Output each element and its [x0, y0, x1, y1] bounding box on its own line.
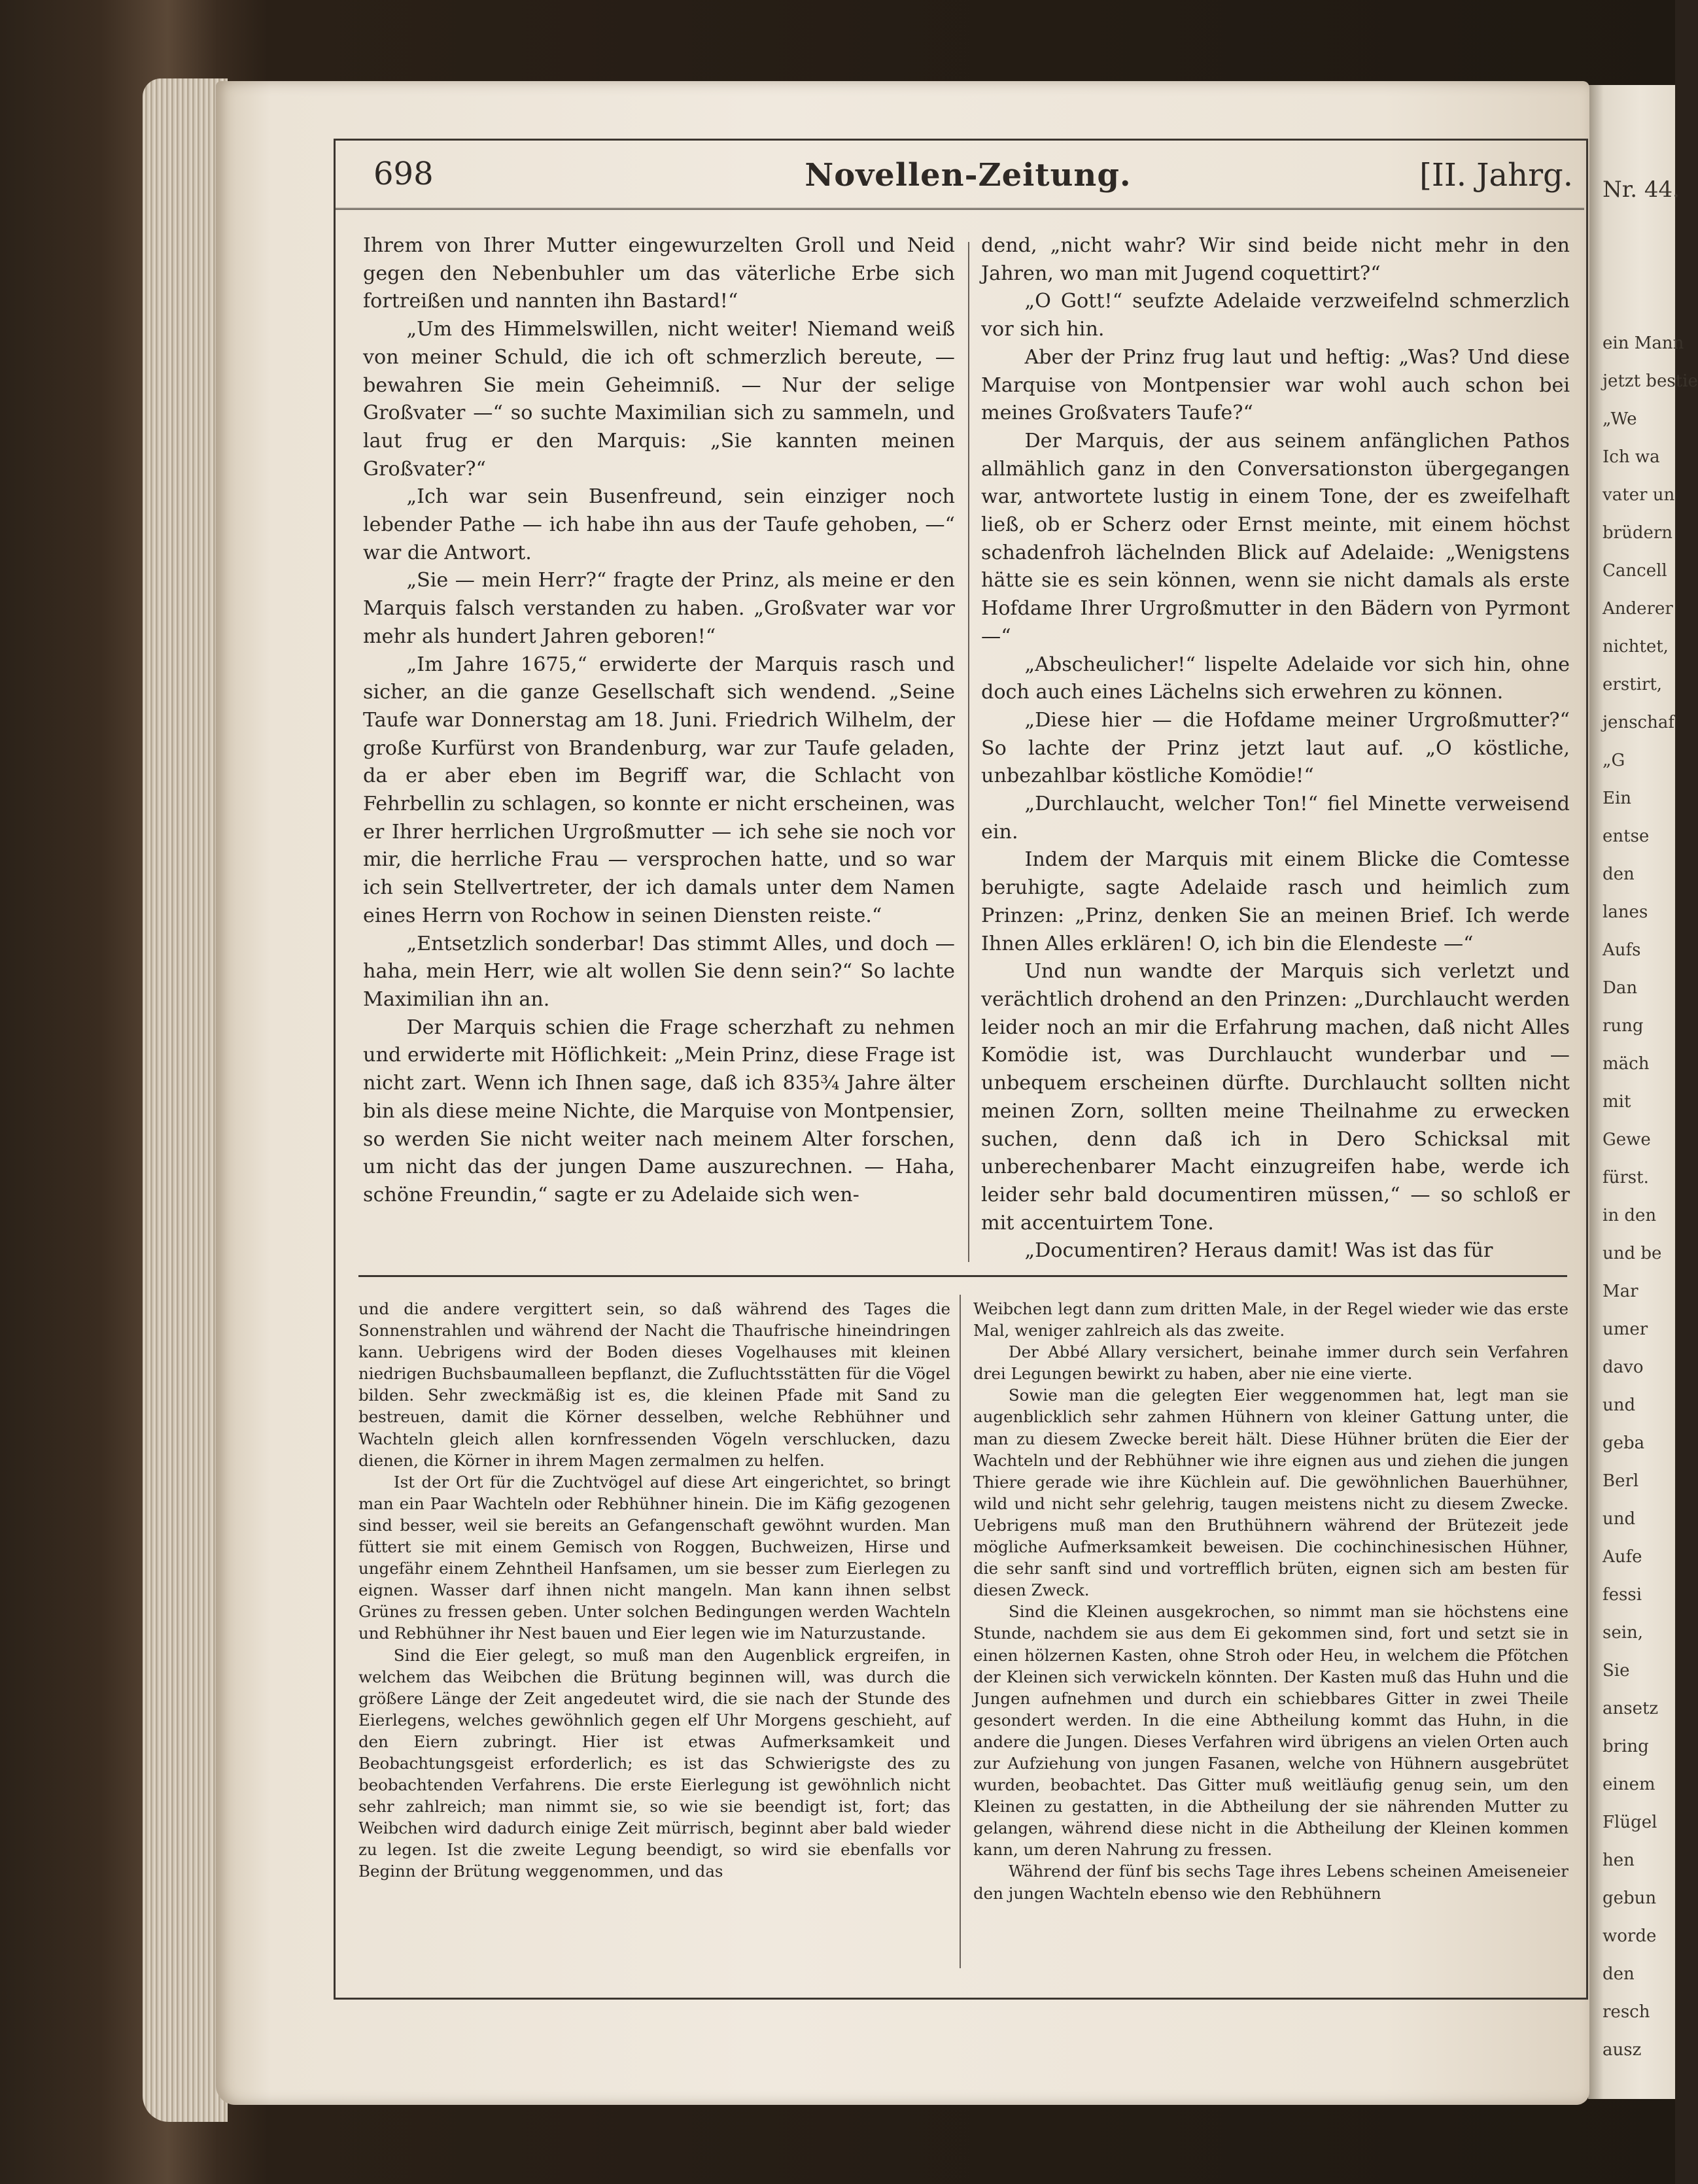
next-page-line: rung: [1603, 1016, 1644, 1036]
paragraph: „Diese hier — die Hofdame meiner Urgroßmutter?“ So lachte der Prinz jetzt laut auf. „O köstliche, unbezahlbar köstliche Komödie!“: [981, 708, 1570, 788]
next-page-line: Gewe: [1603, 1130, 1651, 1150]
next-page-line: worde: [1603, 1926, 1657, 1946]
next-page-line: „We: [1603, 409, 1637, 429]
header-rule: [334, 208, 1584, 210]
paragraph: „Im Jahre 1675,“ erwiderte der Marquis rasch und sicher, an die ganze Gesellschaft sich wendend. „Seine Taufe war Donnerstag am 18. Juni. Friedrich Wilhelm, der große Kurfürst von Brandenburg, war zur Taufe geladen, da er aber eben im Begriff war, die Schlacht von Fehrbellin zu schlagen, so konnte er nicht erscheinen, was er Ihrer herrlichen Urgroßmutter — ich sehe sie noch vor mir, die herrliche Frau — versprochen hatte, und so war ich sein Stellvertreter, der ich damals unter dem Namen eines Herrn von Rochow in seinen Diensten reiste.“: [363, 653, 955, 927]
next-page-line: Dan: [1603, 978, 1638, 998]
paragraph: „Documentiren? Heraus damit! Was ist das für: [1024, 1239, 1493, 1263]
next-page-line: Ein: [1603, 789, 1632, 808]
paragraph: Der Marquis, der aus seinem anfänglichen Pathos allmählich ganz in den Conversationston übergegangen war, antwortete lustig in einem Tone, der es zweifelhaft ließ, ob er Scherz oder Ernst meinte, mit einem höchst schadenfroh lächelnden Blick auf Adelaide: „Wenigstens hätte sie es sein können, wenn sie nicht damals als erste Hofdame Ihrer Urgroßmutter in den Bädern von Pyrmont —“: [981, 429, 1570, 648]
paragraph: Während der fünf bis sechs Tage ihres Lebens scheinen Ameiseneier den jungen Wachteln ebenso wie den Rebhühnern: [973, 1862, 1568, 1903]
page-number: 698: [373, 156, 434, 192]
upper-column-rule: [968, 242, 969, 1262]
next-page-line: davo: [1603, 1357, 1644, 1377]
next-page-line: ausz: [1603, 2040, 1642, 2060]
next-page-strip: [1588, 85, 1698, 2099]
next-page-line: Aufe: [1603, 1547, 1642, 1567]
paragraph: „O Gott!“ seufzte Adelaide verzweifelnd schmerzlich vor sich hin.: [981, 290, 1570, 341]
next-page-line: jetzt bestie: [1603, 371, 1698, 391]
next-page-line: lanes: [1603, 902, 1648, 922]
paragraph: Sind die Kleinen ausgekrochen, so nimmt man sie höchstens eine Stunde, nachdem sie aus dem Ei gekommen sind, fort und setzt sie in einen hölzernen Kasten, ohne Stroh oder Heu, in welchem die Pfötchen der Kleinen sich verwickeln könnten. Der Kasten muß das Huhn und die Jungen aufnehmen und durch ein schiebbares Gitter in zwei Theile gesondert werden. In die eine Abtheilung kommt das Huhn, in die andere die Jungen. Dieses Verfahren wird übrigens an vielen Orten auch zur Aufziehung von jungen Fasanen, welche von Hühnern ausgebrütet wurden, beobachtet. Das Gitter muß weitläufig genug sein, um den Kleinen zu gestatten, in die Abtheilung der sie nährenden Mutter zu gelangen, während diese nicht in die Abtheilung der Kleinen kommen kann, um deren Nahrung zu fressen.: [973, 1602, 1568, 1860]
paragraph: Der Marquis schien die Frage scherzhaft zu nehmen und erwiderte mit Höflichkeit: „Mein Prinz, diese Frage ist nicht zart. Wenn ich Ihnen sage, daß ich 835¾ Jahre älter bin als diese meine Nichte, die Marquise von Montpensier, so werden Sie nicht weiter nach meinem Alter forschen, um nicht das der jungen Dame auszurechnen. — Haha, schöne Freundin,“ sagte er zu Adelaide sich wen-: [363, 1015, 955, 1206]
next-page-line: hen: [1603, 1851, 1635, 1870]
paragraph: „Sie — mein Herr?“ fragte der Prinz, als meine er den Marquis falsch verstanden zu haben. „Großvater war vor mehr als hundert Jahren geboren!“: [363, 569, 955, 648]
next-page-line: Berl: [1603, 1471, 1639, 1491]
paragraph: „Ich war sein Busenfreund, sein einziger noch lebender Pathe — ich habe ihn aus der Taufe gehoben, —“ war die Antwort.: [363, 485, 955, 564]
lower-right-column: [973, 1298, 1568, 1904]
next-page-line: und: [1603, 1509, 1636, 1529]
next-page-line: entse: [1603, 827, 1650, 846]
next-page-line: Mar: [1603, 1282, 1638, 1301]
next-page-line: Sie: [1603, 1661, 1630, 1681]
next-page-line: den: [1603, 864, 1635, 884]
volume-year: [II. Jahrg.: [1419, 157, 1573, 194]
upper-left-column: [363, 232, 955, 1210]
next-page-line: brüdern: [1603, 523, 1673, 543]
paragraph: Sowie man die gelegten Eier weggenommen hat, legt man sie augenblicklich sehr zahmen Hühnern von kleiner Gattung unter, die man zu diesem Zwecke bereit hält. Diese Hühner brüten die Eier der Wachteln und der Rebhühner wie ihre eignen aus und ziehen die jungen Thiere gerade wie ihre Küchlein auf. Die gewöhnlichen Bauerhühner, wild und nicht sehr gelehrig, taugen meistens nicht zu diesem Zwecke. Uebrigens muß man den Bruthühnern während der Brütezeit jede mögliche Aufmerksamkeit beweisen. Die cochinchinesischen Hühner, die sehr sanft sind und vortrefflich brüten, eignen sich am besten für diesen Zweck.: [973, 1386, 1568, 1600]
next-page-line: „G: [1603, 751, 1625, 770]
next-page-line: und: [1603, 1395, 1636, 1415]
lower-column-rule: [960, 1295, 961, 1968]
next-page-line: ein Mann: [1603, 333, 1684, 353]
next-page-line: nichtet,: [1603, 637, 1669, 657]
paragraph: „Durchlaucht, welcher Ton!“ fiel Minette verweisend ein.: [981, 793, 1570, 844]
next-page-line: jenschaf: [1603, 713, 1674, 732]
upper-right-column: [981, 232, 1570, 1265]
next-page-line: Aufs: [1603, 940, 1641, 960]
next-page-line: den: [1603, 1964, 1635, 1984]
paragraph: Ihrem von Ihrer Mutter eingewurzelten Groll und Neid gegen den Nebenbuhler um das väterliche Erbe sich fortreißen und nannten ihn Bastard!“: [363, 234, 955, 313]
next-page-line: fürst.: [1603, 1168, 1649, 1187]
paragraph: „Um des Himmelswillen, nicht weiter! Niemand weiß von meiner Schuld, die ich oft schmerzlich bereute, — bewahren Sie mein Geheimniß. — Nur der selige Großvater —“ so suchte Maximilian sich zu sammeln, und laut frug er den Marquis: „Sie kannten meinen Großvater?“: [363, 318, 955, 481]
paragraph: Sind die Eier gelegt, so muß man den Augenblick ergreifen, in welchem das Weibchen die Brütung beginnen will, was durch die größere Länge der Zeit angedeutet wird, die sie nach der Stunde des Eierlegens, welches gewöhnlich gegen elf Uhr Morgens geschieht, auf den Eiern zubringt. Hier ist etwas Aufmerksamkeit und Beobachtungsgeist erforderlich; es ist das Schwierigste des zu beobachtenden Verfahrens. Die erste Eierlegung ist gewöhnlich nicht sehr zahlreich; man nimmt sie, so wie sie beendigt ist, fort; das Weibchen wird dadurch einige Zeit mürrisch, beginnt aber bald wieder zu legen. Ist die zweite Legung beendigt, so wird sie ebenfalls vor Beginn der Brütung weggenommen, und das: [358, 1645, 950, 1881]
page-header: [363, 150, 1573, 203]
next-page-line: bring: [1603, 1737, 1649, 1756]
next-page-line: Flügel: [1603, 1813, 1657, 1832]
paragraph: dend, „nicht wahr? Wir sind beide nicht mehr in den Jahren, wo man mit Jugend coquettirt?“: [981, 234, 1570, 285]
next-page-line: und be: [1603, 1244, 1662, 1263]
next-page-line: mäch: [1603, 1054, 1650, 1074]
page-edges: [143, 78, 228, 2122]
paragraph: Ist der Ort für die Zuchtvögel auf diese Art eingerichtet, so bringt man ein Paar Wachteln oder Rebhühner hinein. Die im Käfig gezogenen sind besser, weil sie bereits an Gefangenschaft gewöhnt wurden. Man füttert sie mit einem Gemisch von Roggen, Buchweizen, Hirse und ungefähr einem Zehntheil Hanfsamen, um sie besser zum Eierlegen zu eignen. Wasser darf ihnen nicht mangeln. Man kann ihnen selbst Grünes zu fressen geben. Unter solchen Bedingungen werden Wachteln und Rebhühner ihr Nest bauen und Eier legen wie im Naturzustande.: [358, 1472, 950, 1643]
next-page-line: in den: [1603, 1206, 1657, 1225]
paragraph: „Entsetzlich sonderbar! Das stimmt Alles, und doch — haha, mein Herr, wie alt wollen Sie denn sein?“ So lachte Maximilian ihn an.: [363, 932, 955, 1011]
next-page-line: Cancell: [1603, 561, 1667, 581]
paragraph: Und nun wandte der Marquis sich verletzt und verächtlich drohend an den Prinzen: „Durchlaucht werden leider noch an mir die Erfahrung machen, daß nicht Alles Komödie ist, was Durchlaucht wunderbar und — unbequem erscheinen dürfte. Durchlaucht sollten nicht meinen Zorn, sollten meine Theilnahme zu erwecken suchen, denn daß ich in Dero Schicksal mit unberechenbarer Macht einzugreifen habe, werde ich leider sehr bald documentiren müssen,“ — so schloß er mit accentuirtem Tone.: [981, 960, 1570, 1235]
paragraph: Der Abbé Allary versichert, beinahe immer durch sein Verfahren drei Legungen bewirkt zu haben, aber nie eine vierte.: [973, 1342, 1568, 1384]
section-divider: [358, 1275, 1567, 1277]
next-page-line: erstirt,: [1603, 675, 1663, 694]
next-page-line: sein,: [1603, 1623, 1644, 1643]
lower-left-column: [358, 1298, 950, 1883]
next-page-line: einem: [1603, 1775, 1655, 1794]
next-page-header: Nr. 44.: [1603, 177, 1680, 203]
running-title: Novellen-Zeitung.: [805, 157, 1132, 194]
next-page-line: vater un: [1603, 485, 1675, 505]
next-page-line: Anderer: [1603, 599, 1673, 619]
next-page-line: ansetz: [1603, 1699, 1659, 1718]
next-page-line: gebun: [1603, 1888, 1657, 1908]
next-page-line: geba: [1603, 1433, 1645, 1453]
paragraph: „Abscheulicher!“ lispelte Adelaide vor sich hin, ohne doch auch eines Lächelns sich erwehren zu können.: [981, 653, 1570, 704]
next-page-line: umer: [1603, 1320, 1648, 1339]
next-page-line: fessi: [1603, 1585, 1642, 1605]
next-page-line: mit: [1603, 1092, 1631, 1112]
paragraph: Aber der Prinz frug laut und heftig: „Was? Und diese Marquise von Montpensier war wohl auch schon bei meines Großvaters Taufe?“: [981, 345, 1570, 425]
paragraph: und die andere vergittert sein, so daß während des Tages die Sonnenstrahlen und während der Nacht die Thaufrische hineindringen kann. Uebrigens wird der Boden dieses Vogelhauses mit kleinen niedrigen Buchsbaumalleen bepflanzt, die Zufluchtsstätten für die Vögel bilden. Sehr zweckmäßig ist es, die kleinen Pfade mit Sand zu bestreuen, damit die Körner desselben, welche Rebhühner und Wachteln gleich allen kornfressenden Vögeln verschlucken, dazu dienen, die Körner in ihrem Magen zermalmen zu helfen.: [358, 1299, 950, 1470]
paragraph: Indem der Marquis mit einem Blicke die Comtesse beruhigte, sagte Adelaide rasch und heimlich zum Prinzen: „Prinz, denken Sie an meinen Brief. Ich werde Ihnen Alles erklären! O, ich bin die Elendeste —“: [981, 848, 1570, 955]
next-page-line: Ich wa: [1603, 447, 1660, 467]
paragraph: Weibchen legt dann zum dritten Male, in der Regel wieder wie das erste Mal, weniger zahlreich als das zweite.: [973, 1299, 1568, 1340]
next-page-line: resch: [1603, 2002, 1650, 2022]
